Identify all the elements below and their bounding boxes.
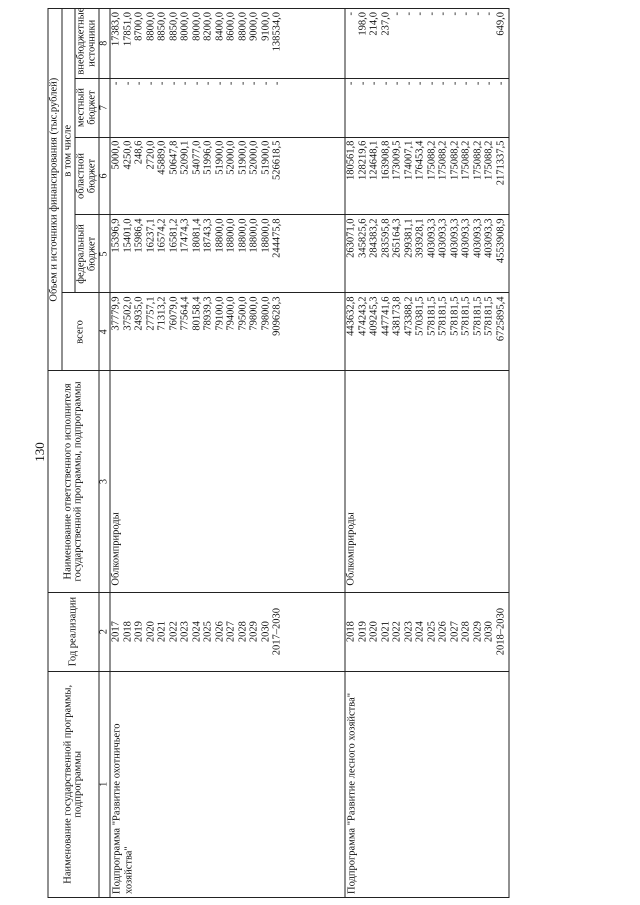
header-year: Год реализации — [48, 592, 99, 671]
years-value: 2026 — [214, 621, 225, 643]
regional-column — [110, 137, 345, 215]
extra-value: - — [472, 12, 483, 16]
regional-value: 51900,0 — [214, 140, 225, 175]
total-value: 6725895,4 — [495, 296, 506, 342]
years-value: 2017 — [110, 621, 122, 643]
regional-value: 526618,5 — [271, 140, 283, 180]
local-value: - — [168, 81, 179, 86]
federal-column — [110, 215, 345, 293]
total-value: 578181,5 — [426, 296, 437, 336]
federal-value: 15396,9 — [110, 218, 122, 253]
header-local: местный бюджет — [75, 78, 99, 137]
subprogram-name: Подпрограмма "Развитие лесного хозяйства" — [345, 671, 509, 897]
regional-value: 175088,2 — [449, 140, 460, 180]
extra-value: 8800,0 — [237, 12, 248, 41]
local-value: - — [133, 81, 145, 86]
years-value: 2027 — [449, 621, 460, 643]
total-value: 473388,2 — [403, 296, 414, 336]
federal-value: 18800,0 — [237, 218, 248, 253]
column-number: 2 — [99, 592, 110, 671]
federal-value: 403093,3 — [472, 218, 483, 258]
local-value: - — [237, 81, 248, 86]
federal-value: 403093,3 — [483, 218, 495, 258]
total-column — [345, 293, 509, 371]
years-value: 2022 — [168, 621, 179, 643]
total-value: 27757,1 — [145, 296, 156, 331]
years-value: 2017–2030 — [271, 607, 283, 656]
extra-value: 237,0 — [380, 12, 391, 36]
regional-value: 54077,0 — [191, 140, 202, 175]
header-regional: областной бюджет — [75, 137, 99, 215]
years-value: 2018 — [345, 621, 357, 643]
subprogram-hunting-row — [110, 9, 345, 898]
federal-value: 299381,1 — [403, 218, 414, 258]
extra-value: - — [460, 12, 472, 16]
years-value: 2029 — [472, 621, 483, 643]
regional-value: 124648,1 — [368, 140, 380, 180]
total-value: 79500,0 — [237, 296, 248, 331]
regional-value: 128219,6 — [357, 140, 368, 180]
total-value: 24935,0 — [133, 296, 145, 331]
subprogram-forestry-row — [345, 9, 509, 898]
federal-value: 284383,2 — [368, 218, 380, 258]
header-name: Наименование государственной программы, подпрограммы — [48, 671, 99, 897]
total-value: 71313,2 — [156, 296, 168, 331]
extra-value: 198,0 — [357, 12, 368, 36]
federal-value: 283595,8 — [380, 218, 391, 258]
total-value: 409245,3 — [368, 296, 380, 336]
local-value: - — [495, 81, 506, 86]
federal-value: 263071,0 — [345, 218, 357, 258]
extra-value: 17851,0 — [122, 12, 133, 47]
regional-value: 176453,4 — [414, 140, 426, 180]
regional-value: 175088,2 — [437, 140, 449, 180]
extra-value: 8700,0 — [133, 12, 145, 41]
total-value: 909628,3 — [271, 296, 283, 336]
executor-name: Облкомприроды — [345, 371, 509, 592]
years-column — [110, 592, 345, 671]
local-value: - — [368, 81, 380, 86]
regional-value: 175088,2 — [483, 140, 495, 180]
subprogram-name: Подпрограмма "Развитие охотничьего хозяйства" — [110, 671, 345, 897]
years-value: 2018–2030 — [495, 607, 506, 656]
extra-value: 17383,0 — [110, 12, 122, 47]
years-value: 2029 — [248, 621, 260, 643]
total-value: 78939,3 — [202, 296, 214, 331]
regional-value: 2720,0 — [145, 140, 156, 170]
total-value: 80158,4 — [191, 296, 202, 331]
header-federal: федеральный бюджет — [75, 215, 99, 293]
extra-value: 8200,0 — [202, 12, 214, 41]
regional-value: 52000,0 — [225, 140, 237, 175]
regional-value: 2171337,5 — [495, 140, 506, 186]
header-executor: Наименование ответственного исполнителя государственной программы, подпрограммы — [48, 371, 99, 592]
local-value: - — [110, 81, 122, 86]
funding-table — [48, 8, 510, 898]
extra-value: - — [449, 12, 460, 16]
years-value: 2027 — [225, 621, 237, 643]
federal-column — [345, 215, 509, 293]
local-value: - — [483, 81, 495, 86]
federal-value: 403093,3 — [449, 218, 460, 258]
total-value: 79800,0 — [248, 296, 260, 331]
extra-value: 214,0 — [368, 12, 380, 36]
federal-value: 403093,3 — [426, 218, 437, 258]
years-value: 2025 — [426, 621, 437, 643]
years-value: 2021 — [380, 621, 391, 643]
local-value: - — [202, 81, 214, 86]
regional-value: 175088,2 — [460, 140, 472, 180]
years-value: 2024 — [414, 621, 426, 643]
extra-value: 9000,0 — [248, 12, 260, 41]
regional-value: 5000,0 — [110, 140, 122, 170]
years-value: 2022 — [391, 621, 403, 643]
regional-value: 174007,1 — [403, 140, 414, 180]
total-value: 37779,9 — [110, 296, 122, 331]
local-value: - — [225, 81, 237, 86]
federal-value: 15401,0 — [122, 218, 133, 253]
total-value: 578181,5 — [472, 296, 483, 336]
total-value: 578181,5 — [483, 296, 495, 336]
local-value: - — [380, 81, 391, 86]
federal-value: 403093,3 — [437, 218, 449, 258]
extra-value: 8000,0 — [191, 12, 202, 41]
extra-value: - — [414, 12, 426, 16]
total-value: 578181,5 — [437, 296, 449, 336]
extra-value: 8400,0 — [214, 12, 225, 41]
federal-value: 393928,1 — [414, 218, 426, 258]
local-value: - — [357, 81, 368, 86]
total-value: 443632,8 — [345, 296, 357, 336]
total-value: 474243,2 — [357, 296, 368, 336]
years-value: 2025 — [202, 621, 214, 643]
extra-value: - — [437, 12, 449, 16]
years-value: 2019 — [357, 621, 368, 643]
local-value: - — [437, 81, 449, 86]
local-value: - — [391, 81, 403, 86]
extra-value: 138534,0 — [271, 12, 283, 52]
federal-value: 345825,6 — [357, 218, 368, 258]
column-number: 7 — [99, 78, 110, 137]
header-total: всего — [62, 293, 100, 371]
local-value: - — [345, 81, 357, 86]
regional-value: 180561,8 — [345, 140, 357, 180]
years-value: 2023 — [403, 621, 414, 643]
regional-value: 45889,0 — [156, 140, 168, 175]
regional-value: 51996,0 — [202, 140, 214, 175]
regional-value: 52090,1 — [179, 140, 191, 175]
federal-value: 18800,0 — [214, 218, 225, 253]
regional-value: 51900,0 — [260, 140, 271, 175]
extra-value: 8000,0 — [179, 12, 191, 41]
local-value: - — [472, 81, 483, 86]
federal-value: 16581,2 — [168, 218, 179, 253]
local-value: - — [426, 81, 437, 86]
regional-value: 51900,0 — [237, 140, 248, 175]
column-number: 3 — [99, 371, 110, 592]
federal-value: 265164,3 — [391, 218, 403, 258]
local-value: - — [214, 81, 225, 86]
regional-value: 4250,0 — [122, 140, 133, 170]
table-body — [110, 9, 509, 898]
column-number: 1 — [99, 671, 110, 897]
years-value: 2030 — [483, 621, 495, 643]
years-value: 2028 — [460, 621, 472, 643]
extra-value: - — [345, 12, 357, 16]
total-value: 570381,5 — [414, 296, 426, 336]
header-extra: внебюджетные источники — [75, 9, 99, 79]
local-value: - — [248, 81, 260, 86]
total-value: 77564,4 — [179, 296, 191, 331]
regional-value: 175088,2 — [472, 140, 483, 180]
years-column — [345, 592, 509, 671]
column-number: 8 — [99, 9, 110, 79]
total-value: 578181,5 — [449, 296, 460, 336]
extra-column — [345, 9, 509, 79]
regional-value: 175088,2 — [426, 140, 437, 180]
total-column — [110, 293, 345, 371]
local-value: - — [403, 81, 414, 86]
regional-value: 52000,0 — [248, 140, 260, 175]
local-value: - — [449, 81, 460, 86]
extra-value: 8850,0 — [168, 12, 179, 41]
extra-value: 649,0 — [495, 12, 506, 36]
years-value: 2026 — [437, 621, 449, 643]
regional-column — [345, 137, 509, 215]
federal-value: 18081,4 — [191, 218, 202, 253]
extra-value: - — [391, 12, 403, 16]
rotated-page — [48, 8, 593, 898]
years-value: 2030 — [260, 621, 271, 643]
total-value: 79800,0 — [260, 296, 271, 331]
local-value: - — [414, 81, 426, 86]
local-value: - — [260, 81, 271, 86]
local-column — [345, 78, 509, 137]
regional-value: 163908,8 — [380, 140, 391, 180]
federal-value: 244475,8 — [271, 218, 283, 258]
regional-value: 50647,8 — [168, 140, 179, 175]
local-column — [110, 78, 345, 137]
local-value: - — [156, 81, 168, 86]
federal-value: 18743,3 — [202, 218, 214, 253]
column-number: 5 — [99, 215, 110, 293]
federal-value: 18800,0 — [225, 218, 237, 253]
page-number: 130 — [32, 442, 47, 462]
total-value: 578181,5 — [460, 296, 472, 336]
federal-value: 15986,4 — [133, 218, 145, 253]
regional-value: 173009,5 — [391, 140, 403, 180]
extra-value: - — [403, 12, 414, 16]
header-funding: Объем и источники финансирования (тыс.рублей) — [48, 9, 62, 371]
years-value: 2020 — [145, 621, 156, 643]
total-value: 438173,8 — [391, 296, 403, 336]
local-value: - — [179, 81, 191, 86]
years-value: 2023 — [179, 621, 191, 643]
header-including: в том числе — [62, 9, 76, 293]
extra-value: - — [483, 12, 495, 16]
executor-name: Облкомприроды — [110, 371, 345, 592]
extra-value: 8600,0 — [225, 12, 237, 41]
local-value: - — [191, 81, 202, 86]
years-value: 2028 — [237, 621, 248, 643]
extra-value: 8850,0 — [156, 12, 168, 41]
federal-value: 16574,2 — [156, 218, 168, 253]
federal-value: 18800,0 — [260, 218, 271, 253]
years-value: 2024 — [191, 621, 202, 643]
total-value: 79100,0 — [214, 296, 225, 331]
extra-column — [110, 9, 345, 79]
extra-value: 9100,0 — [260, 12, 271, 41]
local-value: - — [460, 81, 472, 86]
extra-value: - — [426, 12, 437, 16]
years-value: 2021 — [156, 621, 168, 643]
federal-value: 403093,3 — [460, 218, 472, 258]
years-value: 2019 — [133, 621, 145, 643]
total-value: 76079,0 — [168, 296, 179, 331]
column-number: 4 — [99, 293, 110, 371]
federal-value: 4553908,9 — [495, 218, 506, 264]
total-value: 37502,0 — [122, 296, 133, 331]
extra-value: 8800,0 — [145, 12, 156, 41]
federal-value: 16237,1 — [145, 218, 156, 253]
federal-value: 17474,3 — [179, 218, 191, 253]
total-value: 447741,6 — [380, 296, 391, 336]
local-value: - — [145, 81, 156, 86]
federal-value: 18800,0 — [248, 218, 260, 253]
regional-value: 248,6 — [133, 140, 145, 165]
years-value: 2020 — [368, 621, 380, 643]
local-value: - — [122, 81, 133, 86]
local-value: - — [271, 81, 283, 86]
column-number: 6 — [99, 137, 110, 215]
total-value: 79400,0 — [225, 296, 237, 331]
years-value: 2018 — [122, 621, 133, 643]
